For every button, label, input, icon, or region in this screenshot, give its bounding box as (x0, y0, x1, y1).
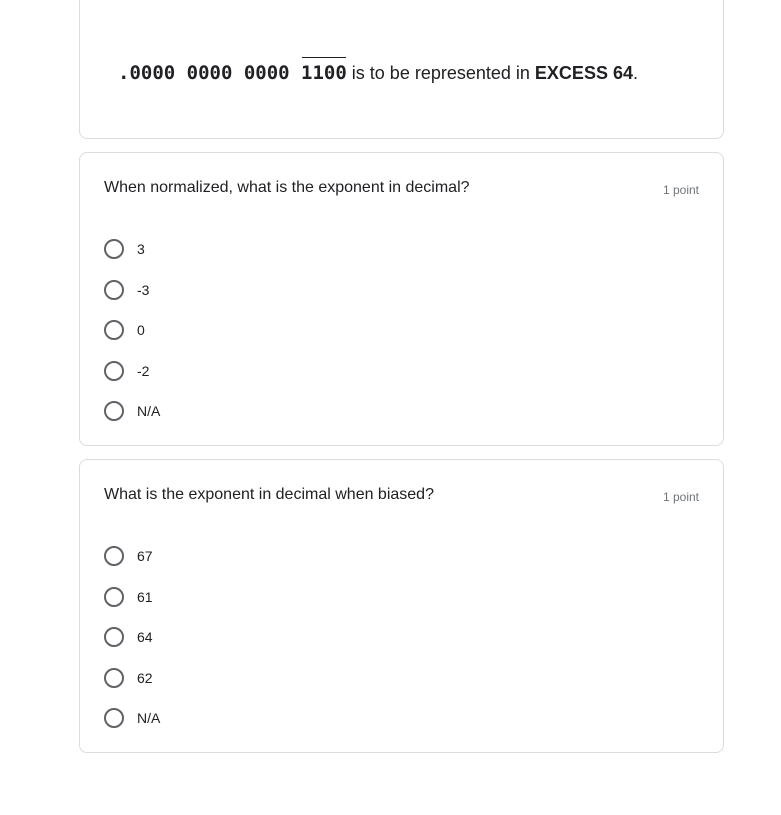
radio-option[interactable] (104, 351, 160, 392)
problem-statement (118, 61, 638, 86)
statement-bold-text: EXCESS 64 (534, 63, 633, 83)
radio-option[interactable] (104, 391, 160, 432)
question-points: 1 point (662, 490, 699, 504)
question-points: 1 point (662, 183, 699, 197)
radio-option[interactable] (104, 229, 160, 270)
radio-option-label: 0 (137, 322, 145, 339)
radio-button[interactable] (104, 668, 124, 688)
binary-overlined-digits: 1100 (301, 62, 347, 84)
radio-option[interactable] (104, 310, 160, 351)
question-card-2 (79, 459, 724, 753)
radio-group (104, 536, 160, 739)
question-title: When normalized, what is the exponent in decimal? (104, 179, 470, 196)
description-card (79, 0, 724, 139)
radio-button[interactable] (104, 708, 124, 728)
radio-option[interactable] (104, 658, 160, 699)
radio-option[interactable] (104, 617, 160, 658)
radio-option[interactable] (104, 536, 160, 577)
radio-button[interactable] (104, 361, 124, 381)
binary-prefix: .0000 0000 0000 (118, 62, 302, 84)
radio-button[interactable] (104, 627, 124, 647)
radio-option-label: 64 (137, 629, 153, 646)
radio-option[interactable] (104, 577, 160, 618)
radio-button[interactable] (104, 239, 124, 259)
statement-period: . (632, 63, 638, 83)
radio-button[interactable] (104, 587, 124, 607)
radio-option-label: 61 (137, 588, 153, 605)
radio-option[interactable] (104, 698, 160, 739)
statement-text: is to be represented in (346, 63, 535, 83)
question-card-1 (79, 152, 724, 446)
radio-button[interactable] (104, 320, 124, 340)
radio-button[interactable] (104, 401, 124, 421)
radio-button[interactable] (104, 546, 124, 566)
radio-option[interactable] (104, 270, 160, 311)
radio-button[interactable] (104, 280, 124, 300)
radio-option-label: 67 (137, 548, 153, 565)
radio-option-label: 62 (137, 669, 153, 686)
radio-group (104, 229, 160, 432)
radio-option-label: 3 (137, 241, 145, 258)
radio-option-label: N/A (137, 710, 161, 727)
radio-option-label: N/A (137, 403, 161, 420)
radio-option-label: -2 (137, 362, 150, 379)
question-title: What is the exponent in decimal when biased? (104, 486, 434, 503)
radio-option-label: -3 (137, 281, 150, 298)
